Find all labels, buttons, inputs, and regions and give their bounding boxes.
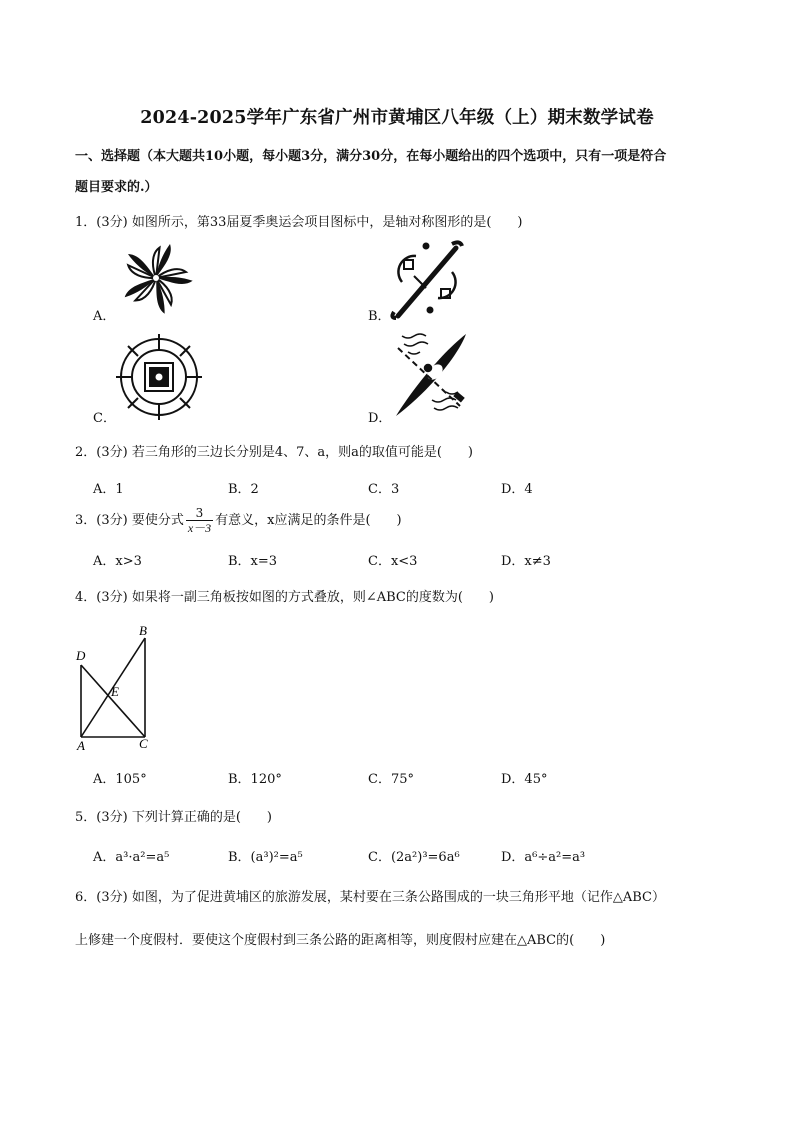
q3-option-d[interactable]: D．x≠3: [501, 554, 551, 569]
q4-option-a[interactable]: A．105°: [93, 772, 147, 787]
q2-option-d[interactable]: D．4: [501, 482, 533, 497]
q4-option-b[interactable]: B．120°: [228, 772, 282, 787]
q2-option-a[interactable]: A．1: [93, 482, 124, 497]
q3-option-a[interactable]: A．x>3: [93, 554, 142, 569]
q3-stem-prefix: 3．(3分) 要使分式: [75, 513, 184, 528]
pinwheel-icon: [116, 240, 198, 320]
q3-option-b[interactable]: B．x=3: [228, 554, 278, 569]
section-heading-line1: 一、选择题（本大题共10小题，每小题3分，满分30分，在每小题给出的四个选项中，只有一项是符合: [75, 149, 667, 164]
q5-option-a[interactable]: A．a³·a²=a⁵: [93, 850, 170, 865]
q1-option-c-label: C．: [93, 411, 116, 426]
q3-stem-suffix: 有意义，x应满足的条件是( ): [215, 513, 402, 528]
figure-label-e: E: [111, 684, 119, 699]
q3-fraction-denominator: x－3: [187, 521, 212, 535]
q1-option-b-label: B．: [368, 309, 391, 324]
fencing-icon: [386, 238, 468, 320]
question-1-stem: 1．(3分) 如图所示，第33届夏季奥运会项目图标中，是轴对称图形的是( ): [75, 215, 523, 230]
q3-fraction: [186, 506, 213, 535]
canoe-kayak-icon: [388, 326, 472, 420]
figure-label-b: B: [139, 623, 147, 638]
question-3-stem: [75, 506, 402, 535]
q3-option-c[interactable]: C．x<3: [368, 554, 418, 569]
q5-option-d[interactable]: D．a⁶÷a²=a³: [501, 850, 586, 865]
q4-option-d[interactable]: D．45°: [501, 772, 548, 787]
page-title: 2024-2025学年广东省广州市黄埔区八年级（上）期末数学试卷: [140, 108, 654, 128]
q1-option-a-label: A．: [93, 309, 116, 324]
figure-label-c: C: [139, 736, 148, 751]
question-4-stem: 4．(3分) 如果将一副三角板按如图的方式叠放，则∠ABC的度数为( ): [75, 590, 494, 605]
question-5-stem: 5．(3分) 下列计算正确的是( ): [75, 810, 272, 825]
q5-option-b[interactable]: B．(a³)²=a⁵: [228, 850, 303, 865]
q2-option-c[interactable]: C．3: [368, 482, 400, 497]
figure-label-a: A: [77, 738, 85, 753]
section-heading-line2: 题目要求的.）: [75, 180, 158, 195]
q3-fraction-numerator: 3: [186, 506, 213, 521]
archery-target-icon: [116, 334, 202, 420]
triangle-set-figure: [70, 620, 160, 754]
q1-option-d-label: D．: [368, 411, 392, 426]
question-2-stem: 2．(3分) 若三角形的三边长分别是4、7、a，则a的取值可能是( ): [75, 445, 474, 460]
q4-option-c[interactable]: C．75°: [368, 772, 414, 787]
figure-label-d: D: [76, 648, 86, 663]
question-6-line1: 6．(3分) 如图，为了促进黄埔区的旅游发展，某村要在三条公路围成的一块三角形平地（记作△ABC）: [75, 890, 665, 905]
q2-option-b[interactable]: B．2: [228, 482, 259, 497]
q5-option-c[interactable]: C．(2a²)³=6a⁶: [368, 850, 460, 865]
question-6-line2: 上修建一个度假村．要使这个度假村到三条公路的距离相等，则度假村应建在△ABC的( ): [75, 933, 606, 948]
